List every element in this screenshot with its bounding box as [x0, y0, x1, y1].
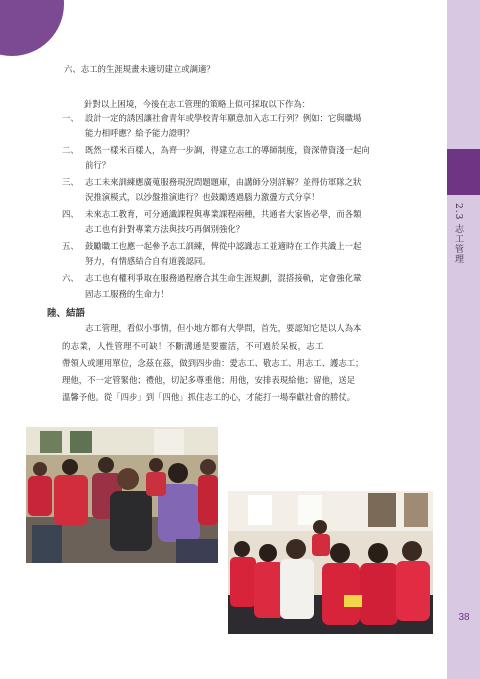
decorative-corner-circle — [0, 0, 64, 56]
strategy-intro: 針對以上困境，今後在志工管理的策略上似可採取以下作為： — [84, 99, 311, 109]
strategy-1-label: 一、 — [62, 113, 79, 123]
strategy-5-label: 五、 — [62, 241, 79, 251]
strategy-4-line-1: 未來志工教育，可分通識課程與專業課程兩種，共通者大家皆必學，而各類 — [85, 209, 362, 219]
strategy-3-label: 三、 — [62, 177, 79, 187]
strategy-5-line-2: 努力，有情感結合自有道義認同。 — [85, 256, 211, 266]
conclusion-line-4: 理他，不一定管緊他；禮他，切記多尊重他；用他，安排表現給他；留他，送足 — [62, 375, 356, 385]
conclusion-line-1: 志工管理，看似小事情，但小地方都有大學問，首先，要認知它是以人為本 — [85, 323, 362, 333]
strategy-3-line-1: 志工未來訓練應廣蒐服務現況問題題庫，由講師分別詳解？並得仿軍隊之狀 — [85, 177, 362, 187]
strategy-3-line-2: 況推演模式，以沙盤推演進行？也鼓勵透過腦力激盪方式分享！ — [85, 192, 320, 202]
strategy-4-label: 四、 — [62, 209, 79, 219]
volunteers-training-photo — [26, 427, 218, 563]
conclusion-line-5: 溫馨予他。從「四步」到「四他」抓住志工的心，才能打一場奉獻社會的勝仗。 — [62, 392, 356, 402]
sidebar-strip — [447, 0, 480, 679]
strategy-1-line-1: 設計一定的誘因讓社會青年或學校青年願意加入志工行列？例如：它與職場 — [85, 113, 362, 123]
page-number: 38 — [458, 612, 470, 623]
sidebar-section-tab — [447, 149, 480, 195]
conclusion-line-3: 帶領人或運用單位，念茲在茲，做到四步曲：愛志工、敬志工、用志工、護志工； — [62, 358, 364, 368]
strategy-1-line-2: 能力相呼應？給予能力證明？ — [85, 128, 194, 138]
sidebar-section-label: 2.3 志工管理 — [453, 203, 463, 265]
strategy-5-line-1: 鼓勵職工也應一起參予志工訓練，俾從中認識志工並適時在工作共識上一起 — [85, 241, 362, 251]
volunteers-group-photo — [228, 491, 433, 634]
strategy-2-line-2: 前行？ — [85, 160, 111, 170]
conclusion-heading: 陸、結語 — [47, 308, 86, 319]
strategy-6-line-2: 固志工服務的生命力！ — [85, 289, 169, 299]
strategy-2-label: 二、 — [62, 145, 79, 155]
strategy-6-line-1: 志工也有權利爭取在服務過程磨合其生命生涯規劃，混搭接軌，定會強化鞏 — [85, 273, 362, 283]
item-six-title: 六、志工的生涯規畫未適切建立或調適？ — [64, 64, 215, 74]
conclusion-line-2: 的志業，人性管理不可缺！不斷溝通是要靈活，不可過於呆板，志工 — [62, 341, 324, 351]
strategy-6-label: 六、 — [62, 273, 79, 283]
strategy-2-line-1: 既然一樣米百樣人，為齊一步調，得建立志工的導師制度，資深帶資淺一起向 — [85, 145, 370, 155]
strategy-4-line-2: 志工也有針對專業方法與技巧再個別強化？ — [85, 224, 245, 234]
